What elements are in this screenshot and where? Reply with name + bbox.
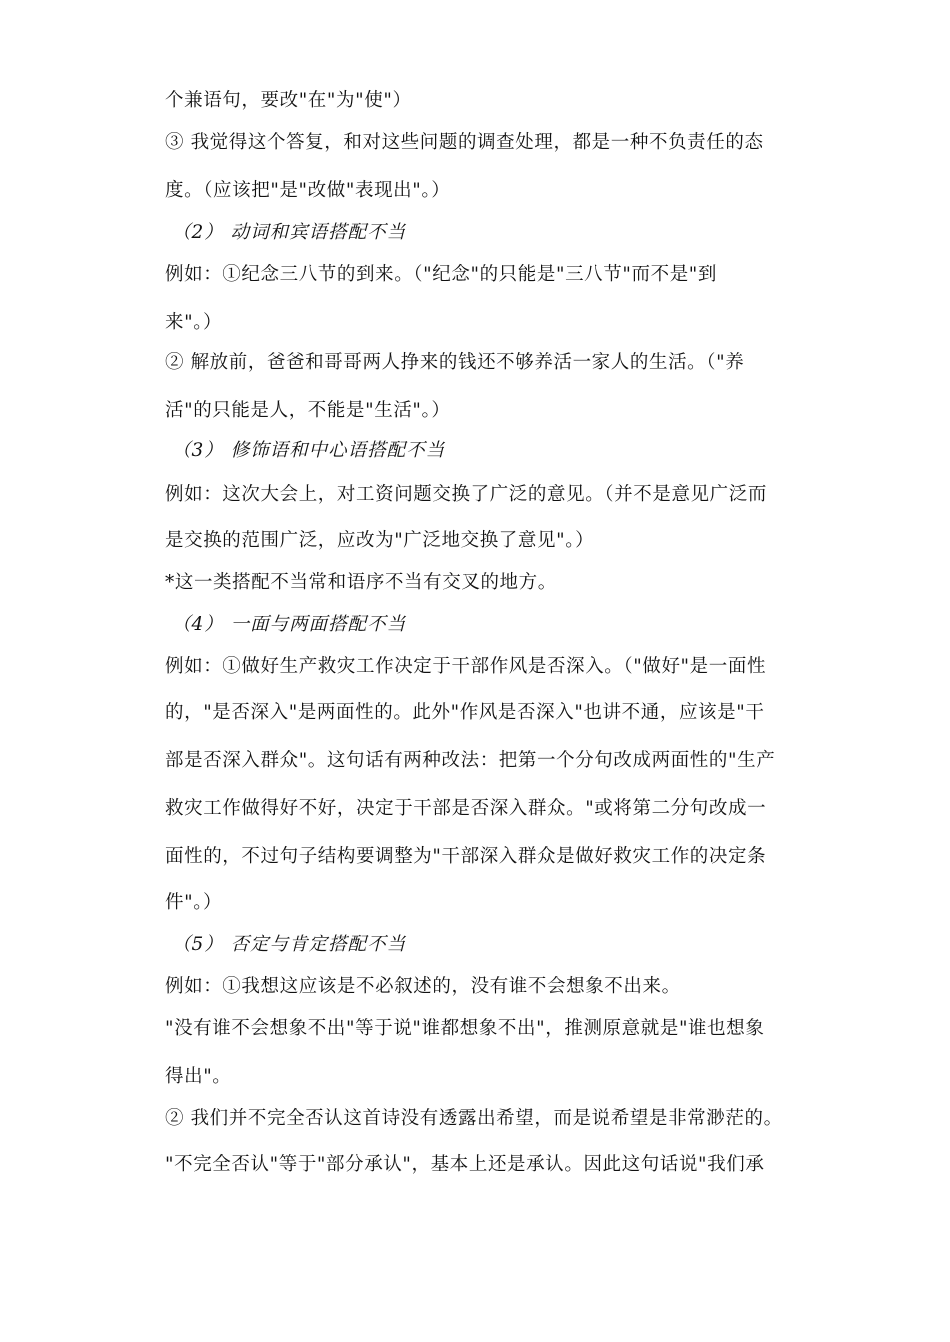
text-line: 是交换的范围广泛，应改为"广泛地交换了意见"。） (165, 530, 595, 551)
section-heading: （5） 否定与肯定搭配不当 (172, 934, 407, 955)
text-line: ② 我们并不完全否认这首诗没有透露出希望，而是说希望是非常渺茫的。 (165, 1108, 783, 1129)
text-line: 面性的，不过句子结构要调整为"干部深入群众是做好救灾工作的决定条 (165, 846, 767, 867)
text-line: ② 解放前，爸爸和哥哥两人挣来的钱还不够养活一家人的生活。（"养 (165, 352, 745, 373)
text-line: "不完全否认"等于"部分承认"，基本上还是承认。因此这句话说"我们承 (165, 1154, 765, 1175)
section-heading: （4） 一面与两面搭配不当 (172, 614, 407, 635)
note-line: *这一类搭配不当常和语序不当有交叉的地方。 (165, 572, 557, 593)
text-line: 度。（应该把"是"改做"表现出"。） (165, 180, 451, 201)
text-line: 个兼语句，要改"在"为"使"） (165, 90, 412, 111)
section-heading: （2） 动词和宾语搭配不当 (172, 222, 407, 243)
text-line: 活"的只能是人，不能是"生活"。） (165, 400, 451, 421)
text-line: "没有谁不会想象不出"等于说"谁都想象不出"，推测原意就是"谁也想象 (165, 1018, 765, 1039)
text-line: 来"。） (165, 312, 223, 333)
text-line: 的，"是否深入"是两面性的。此外"作风是否深入"也讲不通，应该是"干 (165, 702, 765, 723)
text-line: 例如：这次大会上，对工资问题交换了广泛的意见。（并不是意见广泛而 (165, 484, 767, 505)
text-line: 救灾工作做得好不好，决定于干部是否深入群众。"或将第二分句改成一 (165, 798, 767, 819)
section-heading: （3） 修饰语和中心语搭配不当 (172, 440, 446, 461)
text-line: 例如：①我想这应该是不必叙述的，没有谁不会想象不出来。 (165, 976, 681, 997)
text-line: 件"。） (165, 892, 223, 913)
text-line: 部是否深入群众"。这句话有两种改法：把第一个分句改成两面性的"生产 (165, 750, 776, 771)
text-line: ③ 我觉得这个答复，和对这些问题的调查处理，都是一种不负责任的态 (165, 132, 764, 153)
text-line: 例如：①纪念三八节的到来。（"纪念"的只能是"三八节"而不是"到 (165, 264, 717, 285)
text-line: 例如：①做好生产救灾工作决定于干部作风是否深入。（"做好"是一面性 (165, 656, 767, 677)
text-line: 得出"。 (165, 1066, 232, 1087)
